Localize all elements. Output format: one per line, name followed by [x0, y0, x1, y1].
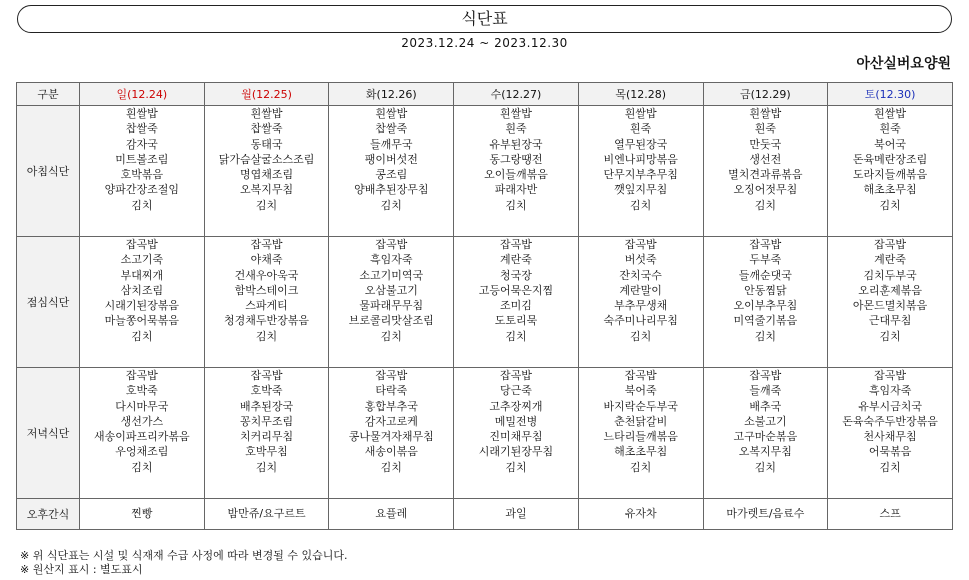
menu-item: 진미채무침: [489, 430, 543, 444]
menu-item: 김치: [505, 329, 527, 343]
menu-item: 계란말이: [619, 283, 662, 297]
menu-item: 김치: [380, 198, 402, 212]
menu-item: 호박무침: [245, 445, 288, 459]
meal-label: 점심식단: [17, 237, 80, 368]
menu-item: 김치: [630, 460, 652, 474]
menu-item: 들깨죽: [749, 384, 782, 398]
menu-item: 김치: [879, 329, 901, 343]
menu-item: 김치두부국: [863, 268, 917, 282]
menu-item: 찹쌀죽: [125, 122, 158, 136]
menu-item: 유자차: [624, 507, 657, 521]
menu-item: 부추무생채: [614, 299, 668, 313]
menu-cell: [454, 499, 579, 530]
menu-item: 흰쌀밥: [125, 107, 158, 120]
menu-item: 브로콜리맛살조림: [348, 314, 434, 328]
menu-cell: [703, 368, 828, 499]
menu-item: 감자고로케: [364, 414, 418, 428]
menu-cell: [204, 499, 329, 530]
menu-item: 바지락순두부국: [603, 399, 678, 413]
menu-item: 느타리들깨볶음: [603, 430, 678, 444]
menu-period: 2023.12.24 ~ 2023.12.30: [401, 36, 568, 50]
menu-item: 어묵볶음: [868, 445, 912, 459]
menu-item: 닭가슴살굴소스조림: [218, 152, 315, 166]
menu-item: 유부시금치국: [858, 399, 922, 413]
menu-item: 요플레: [375, 507, 408, 521]
menu-item: 흰쌀밥: [624, 107, 657, 120]
menu-item: 스프: [879, 507, 901, 521]
menu-cell: [329, 106, 454, 237]
menu-cell: [578, 106, 703, 237]
menu-item: 다시마무국: [115, 399, 169, 413]
menu-item: 야채죽: [250, 253, 283, 267]
menu-item: 북어국: [874, 137, 907, 151]
menu-item: 과일: [505, 507, 527, 521]
menu-item: 팽이버섯전: [364, 152, 418, 166]
menu-item: 숙주미나리무침: [603, 314, 678, 328]
menu-item: 깻잎지무침: [614, 183, 668, 197]
menu-item: 오복지무침: [239, 183, 294, 197]
day-header: 금(12.29): [703, 83, 828, 106]
menu-item: 밤만쥬/요구르트: [227, 507, 306, 521]
menu-item: 마가렛트/음료수: [726, 507, 805, 521]
menu-item: 김치: [879, 460, 901, 474]
menu-item: 열무된장국: [614, 137, 668, 151]
menu-item: 꽁치무조림: [239, 414, 294, 428]
menu-item: 동그랑땡전: [489, 152, 543, 166]
menu-item: 도토리묵: [494, 314, 538, 328]
menu-item: 호박볶음: [120, 168, 164, 182]
menu-cell: [703, 106, 828, 237]
menu-item: 메밀전병: [494, 414, 538, 428]
menu-item: 파래자반: [494, 183, 538, 197]
menu-item: 김치: [255, 329, 278, 343]
menu-item: 명엽채조림: [239, 168, 294, 182]
menu-item: 오이부추무침: [733, 299, 798, 313]
menu-item: 오삼불고기: [364, 283, 418, 297]
menu-item: 잡곡밥: [500, 238, 532, 251]
menu-item: 북어죽: [624, 384, 657, 398]
menu-item: 김치: [131, 198, 153, 212]
menu-item: 새송이파프리카볶음: [94, 430, 190, 444]
menu-item: 오이들깨볶음: [484, 168, 548, 182]
menu-item: 잡곡밥: [874, 238, 907, 251]
menu-item: 아몬드멸치볶음: [852, 299, 928, 313]
menu-item: 양파간장조절임: [104, 183, 180, 197]
menu-item: 김치: [879, 198, 901, 212]
menu-item: 찐빵: [131, 507, 153, 521]
menu-item: 김치: [754, 460, 776, 474]
menu-cell: [828, 368, 953, 499]
meal-table: [16, 82, 953, 530]
day-header: 화(12.26): [329, 83, 454, 106]
menu-cell: [703, 237, 828, 368]
menu-item: 김치: [131, 329, 153, 343]
menu-item: 동태국: [250, 137, 283, 151]
menu-item: 물파래무무침: [359, 299, 424, 313]
table-header-row: [17, 83, 953, 106]
menu-item: 도라지들깨볶음: [852, 168, 928, 182]
menu-item: 청국장: [500, 268, 532, 282]
day-header: 일(12.24): [80, 83, 205, 106]
menu-item: 잡곡밥: [624, 369, 657, 382]
menu-cell: [80, 368, 205, 499]
menu-item: 조미김: [500, 299, 532, 313]
menu-item: 김치: [505, 198, 527, 212]
menu-item: 치커리무침: [239, 430, 294, 444]
menu-cell: [828, 499, 953, 530]
table-row: [17, 499, 953, 530]
menu-item: 흰죽: [879, 122, 901, 136]
notes: [20, 549, 347, 577]
menu-cell: [80, 106, 205, 237]
day-header: 토(12.30): [828, 83, 953, 106]
menu-item: 청경채두반장볶음: [224, 314, 310, 328]
menu-item: 생선가스: [120, 414, 164, 428]
menu-item: 당근죽: [500, 384, 532, 398]
menu-item: 잡곡밥: [250, 369, 283, 382]
menu-item: 콩나물겨자채무침: [348, 430, 434, 444]
menu-cell: [578, 499, 703, 530]
table-row: [17, 106, 953, 237]
corner-header: 구분: [17, 83, 80, 106]
menu-item: 근대무침: [868, 314, 912, 328]
menu-item: 부대찌개: [120, 268, 164, 282]
menu-item: 감자국: [125, 137, 158, 151]
menu-item: 흰쌀밥: [500, 107, 532, 120]
menu-item: 삼치조림: [120, 283, 164, 297]
menu-item: 흰죽: [754, 122, 776, 136]
menu-item: 시래기된장볶음: [104, 299, 180, 313]
menu-item: 건새우아욱국: [234, 268, 299, 282]
menu-item: 비엔나피망볶음: [603, 152, 678, 166]
menu-item: 유부된장국: [489, 137, 543, 151]
menu-item: 고구마순볶음: [733, 430, 798, 444]
menu-item: 찹쌀죽: [375, 122, 408, 136]
menu-item: 김치: [380, 329, 402, 343]
menu-cell: [454, 237, 579, 368]
menu-item: 들깨순댓국: [738, 268, 792, 282]
menu-item: 양배추된장무침: [354, 183, 429, 197]
menu-item: 미트볼조림: [115, 152, 169, 166]
menu-item: 김치: [255, 198, 278, 212]
menu-item: 함박스테이크: [234, 283, 299, 297]
menu-item: 단무지부추무침: [603, 168, 678, 182]
menu-item: 잡곡밥: [874, 369, 907, 382]
menu-item: 들깨무국: [370, 137, 413, 151]
menu-cell: [329, 237, 454, 368]
menu-item: 고추장찌개: [489, 399, 543, 413]
menu-item: 찹쌀죽: [250, 122, 283, 136]
menu-cell: [204, 106, 329, 237]
menu-item: 콩조림: [375, 168, 408, 182]
meal-label: 아침식단: [17, 106, 80, 237]
menu-item: 잡곡밥: [125, 369, 158, 382]
menu-item: 미역줄기볶음: [733, 314, 798, 328]
menu-item: 잔치국수: [619, 268, 662, 282]
menu-cell: [329, 499, 454, 530]
menu-cell: [80, 499, 205, 530]
menu-item: 김치: [255, 460, 278, 474]
note-line: ※ 원산지 표시 : 별도표시: [20, 563, 143, 576]
menu-item: 배추된장국: [239, 399, 294, 413]
menu-item: 계란죽: [874, 253, 907, 267]
meal-label: 저녁식단: [17, 368, 80, 499]
menu-cell: [204, 368, 329, 499]
menu-cell: [703, 499, 828, 530]
menu-item: 흰죽: [630, 122, 652, 136]
menu-item: 오징어젓무침: [733, 183, 798, 197]
menu-item: 홍합부추국: [364, 399, 418, 413]
table-body: [17, 106, 953, 530]
menu-item: 김치: [380, 460, 402, 474]
menu-item: 흰쌀밥: [250, 107, 283, 120]
menu-item: 흑임자죽: [868, 384, 912, 398]
table-row: [17, 368, 953, 499]
menu-item: 소고기미역국: [359, 268, 424, 282]
title-box: [17, 5, 952, 33]
menu-cell: [204, 237, 329, 368]
menu-item: 안동찜닭: [744, 283, 787, 297]
menu-item: 흰죽: [505, 122, 527, 136]
menu-item: 흰쌀밥: [749, 107, 782, 120]
menu-item: 마늘쫑어묵볶음: [104, 314, 180, 328]
day-header: 목(12.28): [578, 83, 703, 106]
menu-item: 잡곡밥: [375, 369, 408, 382]
menu-item: 계란죽: [500, 253, 532, 267]
menu-item: 김치: [754, 329, 776, 343]
menu-item: 잡곡밥: [125, 238, 158, 251]
menu-cell: [828, 106, 953, 237]
menu-item: 버섯죽: [624, 253, 657, 267]
meal-label: 오후간식: [17, 499, 80, 530]
menu-item: 흰쌀밥: [375, 107, 408, 120]
menu-item: 고등어묵은지찜: [478, 283, 554, 297]
menu-item: 춘천닭갈비: [614, 414, 668, 428]
menu-item: 소고기죽: [120, 253, 164, 267]
menu-item: 오리훈제볶음: [858, 283, 922, 297]
menu-item: 잡곡밥: [500, 369, 532, 382]
menu-item: 타락죽: [375, 384, 408, 398]
menu-item: 해초초무침: [614, 445, 668, 459]
menu-cell: [578, 368, 703, 499]
menu-item: 멸치견과류볶음: [728, 168, 803, 182]
menu-item: 김치: [505, 460, 527, 474]
menu-item: 잡곡밥: [250, 238, 283, 251]
menu-item: 해초초무침: [863, 183, 917, 197]
menu-item: 돈육메란장조림: [852, 152, 928, 166]
organization-name: 아산실버요양원: [856, 56, 951, 72]
note-line: ※ 위 식단표는 시설 및 식재재 수급 사정에 따라 변경될 수 있습니다.: [20, 549, 348, 562]
table-row: [17, 237, 953, 368]
day-header: 수(12.27): [454, 83, 579, 106]
menu-item: 잡곡밥: [624, 238, 657, 251]
menu-item: 스파게티: [245, 299, 288, 313]
menu-item: 잡곡밥: [375, 238, 408, 251]
menu-item: 흰쌀밥: [874, 107, 907, 120]
menu-item: 시래기된장무침: [478, 445, 554, 459]
menu-item: 김치: [754, 198, 776, 212]
page-title: 식단표: [461, 9, 508, 28]
menu-item: 돈육숙주두반장볶음: [842, 414, 938, 428]
menu-item: 잡곡밥: [749, 238, 782, 251]
menu-item: 김치: [131, 460, 153, 474]
menu-item: 배추국: [749, 399, 782, 413]
menu-item: 천사채무침: [863, 430, 917, 444]
menu-item: 우엉채조림: [115, 445, 169, 459]
menu-item: 호박죽: [125, 384, 158, 398]
menu-cell: [578, 237, 703, 368]
menu-item: 김치: [630, 329, 652, 343]
menu-item: 김치: [630, 198, 652, 212]
menu-cell: [80, 237, 205, 368]
menu-item: 새송이볶음: [364, 445, 418, 459]
menu-item: 소불고기: [744, 414, 787, 428]
menu-item: 흑임자죽: [370, 253, 413, 267]
menu-item: 생선전: [749, 152, 782, 166]
day-header: 월(12.25): [204, 83, 329, 106]
menu-item: 오복지무침: [738, 445, 792, 459]
menu-cell: [454, 106, 579, 237]
menu-cell: [454, 368, 579, 499]
menu-item: 두부죽: [749, 253, 782, 267]
menu-item: 호박죽: [250, 384, 283, 398]
menu-item: 잡곡밥: [749, 369, 782, 382]
menu-cell: [329, 368, 454, 499]
menu-cell: [828, 237, 953, 368]
menu-item: 만둣국: [749, 137, 782, 151]
